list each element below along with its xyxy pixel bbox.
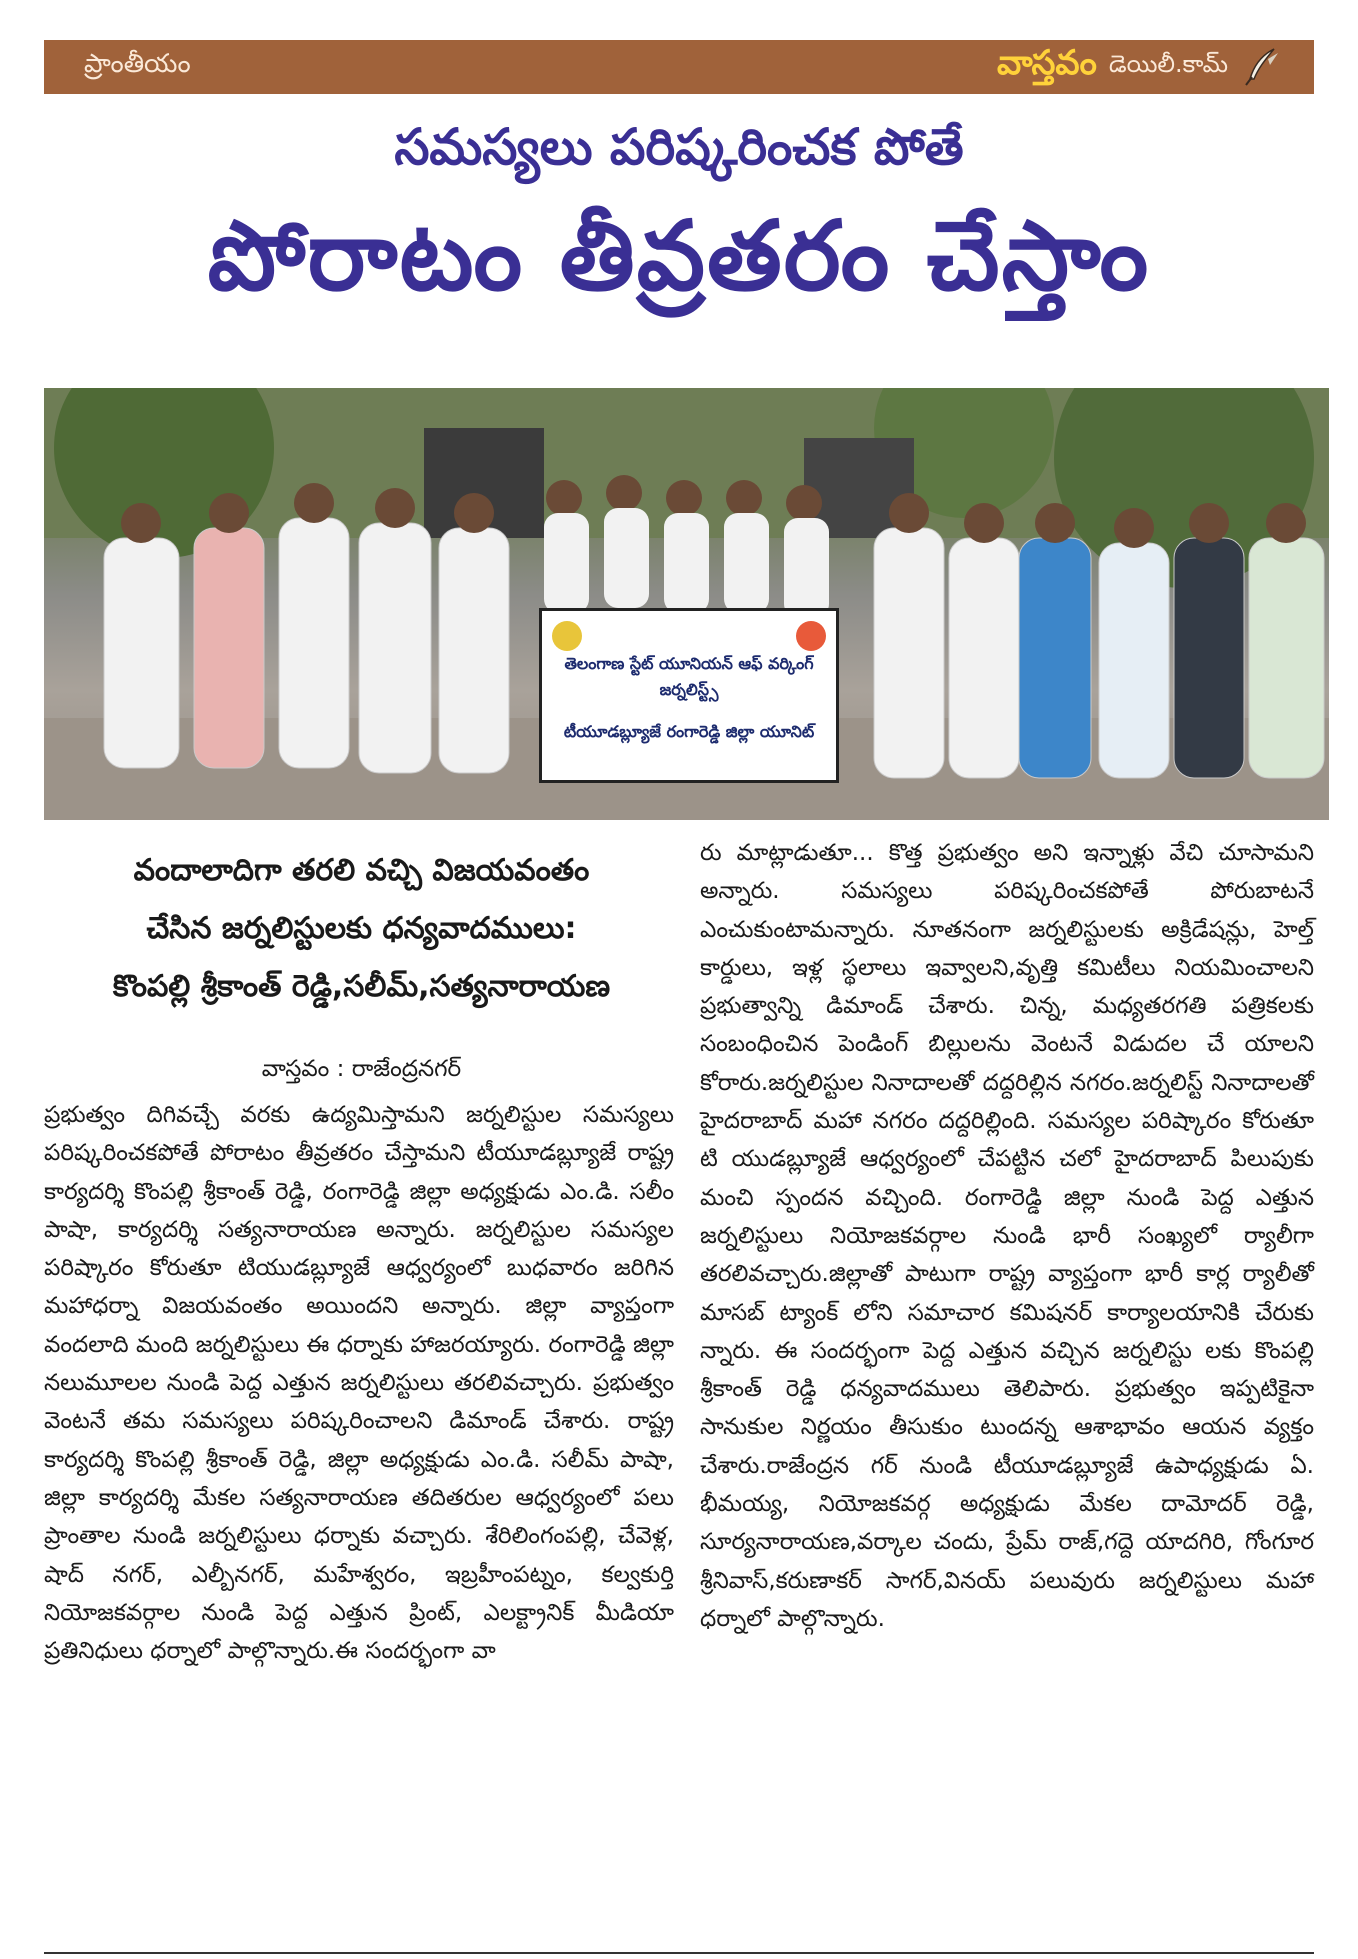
article-body-left: ప్రభుత్వం దిగివచ్చే వరకు ఉద్యమిస్తామని జర్నలిస్టుల సమస్యలు పరిష్కరించకపోతే పోరాటం తీవ్రతరం చేస్తామని టీయూడబ్ల్యూజే రాష్ట్ర కార్యదర్శి కొంపల్లి శ్రీకాంత్ రెడ్డి, రంగారెడ్డి జిల్లా అధ్యక్షుడు ఎం.డి. సలీం పాషా, కార్యదర్శి సత్యనారాయణ అన్నారు. జర్నలిస్టుల సమస్యల పరిష్కారం కోరుతూ టియుడబ్ల్యూజే ఆధ్వర్యంలో బుధవారం జరిగిన మహాధర్నా విజయవంతం అయిందని అన్నారు. జిల్లా వ్యాప్తంగా వందలాది మంది జర్నలిస్టులు ఈ ధర్నాకు హాజరయ్యారు. రంగారెడ్డి జిల్లా నలుమూలల నుండి పెద్ద ఎత్తున జర్నలిస్టులు తరలివచ్చారు. ప్రభుత్వం వెంటనే తమ సమస్యలు పరిష్కరించాలని డిమాండ్ చేశారు. రాష్ట్ర కార్యదర్శి కొంపల్లి శ్రీకాంత్ రెడ్డి, జిల్లా అధ్యక్షుడు ఎం.డి. సలీమ్ పాషా, జిల్లా కార్యదర్శి మేకల సత్యనారాయణ తదితరుల ఆధ్వర్యంలో పలు ప్రాంతాల నుండి జర్నలిస్టులు ధర్నాకు వచ్చారు. శేరిలింగంపల్లి, చేవెళ్ల, షాద్ నగర్, ఎల్బీనగర్, మహేశ్వరం, ఇబ్రహీంపట్నం, కల్వకుర్తి నియోజకవర్గాల నుండి పెద్ద ఎత్తున ప్రింట్, ఎలక్ట్రానిక్ మీడియా ప్రతినిధులు ధర్నాలో పాల్గొన్నారు.ఈ సందర్భంగా వా <box>44 1102 674 1665</box>
banner-logo-right <box>796 621 826 651</box>
banner-subtitle: టీయూడబ్ల్యూజే రంగారెడ్డి జిల్లా యూనిట్ <box>563 722 815 741</box>
header-bar <box>44 40 1314 94</box>
quill-pen-icon <box>1240 45 1284 89</box>
subhead-line-2: చేసిన జర్నలిస్టులకు ధన్యవాదములు: <box>146 911 577 946</box>
brand-domain: డెయిలీ.కామ్ <box>1108 50 1228 78</box>
bottom-rule <box>44 1952 1314 1954</box>
article-body-right: రు మాట్లాడుతూ... కొత్త ప్రభుత్వం అని ఇన్నాళ్లు వేచి చూసామని అన్నారు. సమస్యలు పరిష్కరించకపోతే పోరుబాటనే ఎంచుకుంటామన్నారు. నూతనంగా జర్నలిస్టులకు అక్రిడేషన్లు, హెల్త్ కార్డులు, ఇళ్ల స్థలాలు ఇవ్వాలని,వృత్తి కమిటీలు నియమించాలని ప్రభుత్వాన్ని డిమాండ్ చేశారు. చిన్న, మధ్యతరగతి పత్రికలకు సంబంధించిన పెండింగ్ బిల్లులను వెంటనే విడుదల చే యాలని కోరారు.జర్నలిస్టుల నినాదాలతో దద్దరిల్లిన నగరం.జర్నలిస్ట్ నినాదాలతో హైదరాబాద్ మహా నగరం దద్దరిల్లింది. సమస్యల పరిష్కారం కోరుతూ టి యుడబ్ల్యూజే ఆధ్వర్యంలో చేపట్టిన చలో హైదరాబాద్ పిలుపుకు మంచి స్పందన వచ్చింది. రంగారెడ్డి జిల్లా నుండి పెద్ద ఎత్తున జర్నలిస్టులు నియోజకవర్గాల నుండి భారీ సంఖ్యలో ర్యాలీగా తరలివచ్చారు.జిల్లాతో పాటుగా రాష్ట్ర వ్యాప్తంగా భారీ కార్ల ర్యాలీతో మాసబ్ ట్యాంక్ లోని సమాచార కమిషనర్ కార్యాలయానికి చేరుకు న్నారు. ఈ సందర్భంగా పెద్ద ఎత్తున వచ్చిన జర్నలిస్టు లకు కొంపల్లి శ్రీకాంత్ రెడ్డి ధన్యవాదములు తెలిపారు. ప్రభుత్వం ఇప్పటికైనా సానుకుల నిర్ణయం తీసుకుం టుందన్న ఆశాభావం ఆయన వ్యక్తం చేశారు.రాజేంద్రన గర్ నుండి టీయూడబ్ల్యూజే ఉపాధ్యక్షుడు ఏ. భీమయ్య, నియోజకవర్గ అధ్యక్షుడు మేకల దామోదర్ రెడ్డి, సూర్యనారాయణ,వర్కాల చందు, ప్రేమ్ రాజ్,గద్దె యాదగిరి, గోంగూర శ్రీనివాస్,కరుణాకర్ సాగర్,వినయ్ పలువురు జర్నలిస్టులు మహా ధర్నాలో పాల్గొన్నారు. <box>700 840 1314 1632</box>
dateline: వాస్తవం : రాజేంద్రనగర్ <box>261 1056 462 1082</box>
subhead-line-1: వందాలాదిగా తరలి వచ్చి విజయవంతం <box>133 853 590 888</box>
kicker-headline: సమస్యలు పరిష్కరించక పోతే <box>394 118 964 176</box>
news-photo <box>44 388 1329 820</box>
banner-title: తెలంగాణ స్టేట్ యూనియన్ ఆఫ్ వర్కింగ్ జర్నలిస్ట్స్ <box>564 654 814 699</box>
banner-logo-left <box>552 621 582 651</box>
section-label: ప్రాంతీయం <box>84 49 191 79</box>
brand-name: వాస్తవం <box>996 43 1097 83</box>
brand <box>997 43 1284 91</box>
protest-banner <box>539 608 839 783</box>
subheadline <box>44 842 679 1016</box>
main-headline: పోరాటం తీవ్రతరం చేస్తాం <box>207 200 1151 312</box>
subhead-line-3: కొంపల్లి శ్రీకాంత్ రెడ్డి,సలీమ్,సత్యనారాయణ <box>112 969 611 1004</box>
